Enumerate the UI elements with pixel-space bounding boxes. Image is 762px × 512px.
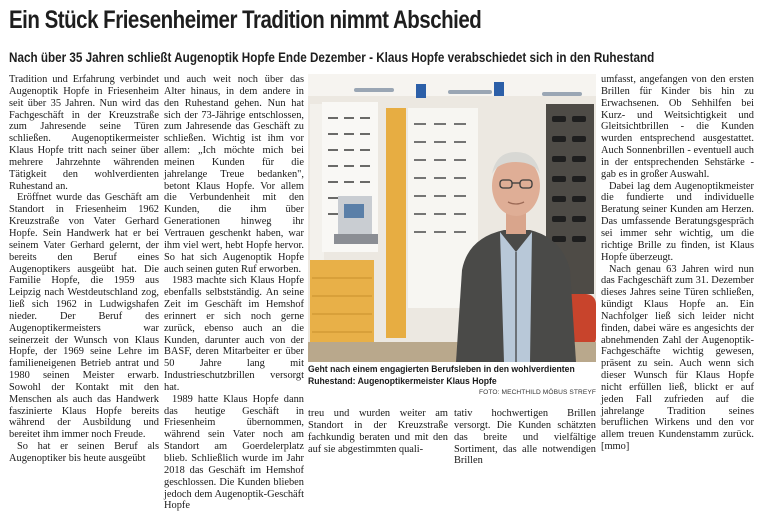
article-column-3a [308,408,448,460]
paragraph: tativ hochwertigen Brillen versorgt. Die Kunden schätzten das breite und vielfältige Sortiment, das alle notwendigen Brillen [454,408,596,467]
photo-caption: Geht nach einem engagierten Berufsleben in den wohlverdienten Ruhestand: Augenoptikermeister Klaus Hopfe [308,364,575,387]
article-photo [308,74,596,362]
paragraph: umfasst, angefangen von den ersten Brillen für Kinder bis hin zu Erwachsenen. Ob Sehhilfen bei Kurz- und Weitsichtigkeit und Gleitsichtbrillen - die Kunden wurden entsprechend ausgestattet. Auch Sonnenbrillen - eventuell auch in der entsprechenden Sehstärke - gab es in großer Auswahl. [601,74,754,180]
paragraph: Tradition und Erfahrung verbindet Augenoptik Hopfe in Friesenheim seit über 35 Jahren. Nun wird das Fachgeschäft in der Kreuzstraße zum Jahresende seine Türen schließen. Augenoptikermeister Klaus Hopfe tritt nach seiner über mehrere Jahrzehnte währenden Tätigkeit den wohlverdienten Ruhestand an. [9,74,159,192]
paragraph: 1989 hatte Klaus Hopfe dann das heutige Geschäft in Friesenheim übernommen, während sein Vater noch am Standort am Goerdelerplatz blieb. Schließlich wurde im Jahr 2018 das Geschäft im Hemshof geschlossen. Die Kunden blieben jedoch dem Augenoptik-Geschäft Hopfe [164,393,304,512]
display-column-left [310,104,324,284]
article-column-1 [9,74,159,464]
article-column-2 [164,74,304,512]
article-column-3b [454,408,596,467]
paragraph: Dabei lag dem Augenoptikmeister die fundierte und individuelle Beratung seiner Kunden am Herzen. Das umfassende Beratungsgespräch sei immer sehr wichtig, um die richtige Brille zu finden, ist Klaus Hopfe überzeugt. [601,180,754,263]
paragraph: Nach genau 63 Jahren wird nun das Fachgeschäft zum 31. Dezember dieses Jahres seine Türen schließen, kündigt Klaus Hopfe an. Ein Nachfolger ließ sich leider nicht finden, dabei wäre es angesichts der abnehmenden Zahl der Augenoptik-Fachgeschäfte wichtig gewesen, präsent zu sein. Auch wenn sich dieser Wunsch für Klaus Hopfe nicht erfüllen ließ, blickt er auf jeden Fall zufrieden auf die jahrelange Tradition seines beruflichen Wirkens und den vor allem treuen Kundenstamm zurück. [mmo] [601,263,754,453]
paragraph: 1983 machte sich Klaus Hopfe ebenfalls selbstständig. An seine Zeit im Geschäft im Hemshof erinnert er sich noch gerne zurück, ebenso auch an die Kunden, darunter auch von der BASF, deren Mitarbeiter er über 50 Jahre lang mit Industrieschutzbrillen versorgt hat. [164,275,304,393]
orange-pillar [386,108,406,338]
article-subheadline: Nach über 35 Jahren schließt Augenoptik Hopfe Ende Dezember - Klaus Hopfe verabschiedet sich in den Ruhestand [9,49,655,65]
optician-shop-photo [308,74,596,362]
article-headline: Ein Stück Friesenheimer Tradition nimmt Abschied [9,6,482,34]
paragraph: Eröffnet wurde das Geschäft am Standort in Friesenheim 1962 Kreuzstraße von Vater Gerhard Hopfe. Sein Handwerk hat er bei seinem Vater Gerhard gelernt, der bereits den Beruf eines Augenoptikers ausgeübt hat. Die Familie Hopfe, die 1959 aus Leipzig nach Westdeutschland zog, ließ sich 1962 in Ludwigshafen nieder. Der Beruf des Augenoptikermeisters war seinerzeit der Wunsch von Klaus Hopfe, der 1969 seine Lehre im familieneigenen Betrieb antrat und 1980 seinen Meister erwarb. Sowohl der Kontakt mit den Menschen als auch das Handwerk faszinierte Klaus Hopfe bereits während der Ausbildung und bereitet ihm immer noch Freude. [9,192,159,441]
article-column-4 [601,74,754,460]
paragraph: So hat er seinen Beruf als Augenoptiker bis heute ausgeübt [9,441,159,464]
paragraph: treu und wurden weiter am Standort in der Kreuzstraße fachkundig beraten und mit den auf sie abgestimmten quali- [308,408,448,455]
photo-credit: FOTO: MECHTHILD MÖBUS STREYF [479,389,596,396]
paragraph: und auch weit noch über das Alter hinaus, in dem andere in den Ruhestand gehen. Nun hat sich der 73-Jährige entschlossen, zum Jahresende das Geschäft zu schließen. Wichtig ist ihm vor allem: „Ich möchte mich bei meinen Kunden für die jahrelange Treue bedanken", betont Klaus Hopfe. Vor allem die Verbundenheit mit den Kunden, die ihm über Generationen hinweg ihr Vertrauen geschenkt haben, war ihm viel wert, hebt Hopfe hervor. So hat sich Augenoptik Hopfe auch seinen guten Ruf erworben. [164,74,304,275]
